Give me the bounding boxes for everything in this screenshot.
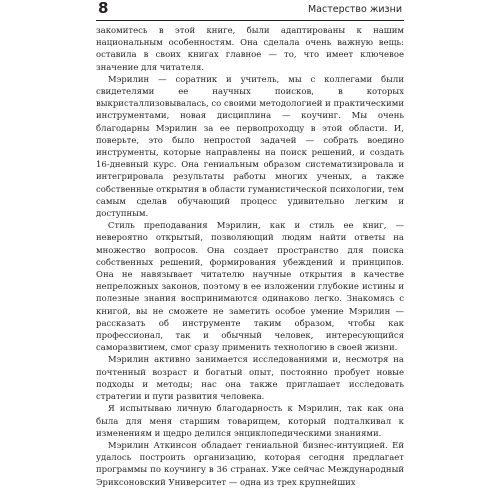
paragraph: Я испытываю личную благодарность к Мэрилин, так как она была для меня старшим товарищем, который подталкивал к изменениям и щедро делился энциклопедическими знаниями. (96, 404, 404, 439)
paragraph: Мэрилин Аткинсон обладает гениальной бизнес-интуицией. Ей удалось построить организацию, которая сегодня предлагает программы по коучингу в 36 странах. Уже сейчас Международный Эриксоновский Университет — одна из трех крупнейших (96, 440, 404, 488)
page-header (96, 0, 404, 17)
header-rule (96, 20, 404, 21)
paragraph: закомитесь в этой книге, были адаптированы к нашим национальным особенностям. Она сделала очень важную вещь: оставила в своих книгах главное — то, что имеет ключевое значение для читателя. (96, 26, 404, 73)
paragraph: Мэрилин активно занимается исследованиями и, несмотря на почтенный возраст и богатый опыт, постоянно пробует новые подходы и методы; нас она также приглашает исследовать стратегии и пути развития человека. (96, 355, 404, 403)
running-title: Мастерство жизни (307, 4, 402, 15)
paragraph: Стиль преподавания Мэрилин, как и стиль ее книг, — невероятно открытый, позволяющий людям найти ответы на множество вопросов. Она создает пространство для поиска собственных решений, формирования убеждений и принципов. Она не навязывает читателю научные открытия в качестве непреложных законов, поэтому в ее изложении глубокие истины и полезные знания воспринимаются одинаково легко. Знакомясь с книгой, вы не сможете не заметить особое умение Мэрилин — рассказать об инструменте таким образом, чтобы как профессионал, так и обычный человек, интересующийся саморазвитием, смог сразу применить технологию в своей жизни. (96, 221, 404, 354)
body-text (96, 25, 404, 489)
page-number: 8 (98, 0, 109, 17)
paragraph: Мэрилин — соратник и учитель, мы с коллегами были свидетелями ее научных поисков, в которых выкристаллизовывалась, со своими методологией и практическими инструментами, новая дисциплина — коучинг. Мы очень благодарны Мэрилин за ее первопроходцу в этой области. И, поверьте, это было непростой задачей — собрать воедино инструменты, которые направлены на поиск решений, и создать 16-дневный курс. Она гениальным образом систематизировала и интегрировала результаты работы многих ученых, а также собственные открытия в области гуманистической психологии, тем самым сделав обучающий процесс удивительно легким и доступным. (96, 74, 405, 220)
